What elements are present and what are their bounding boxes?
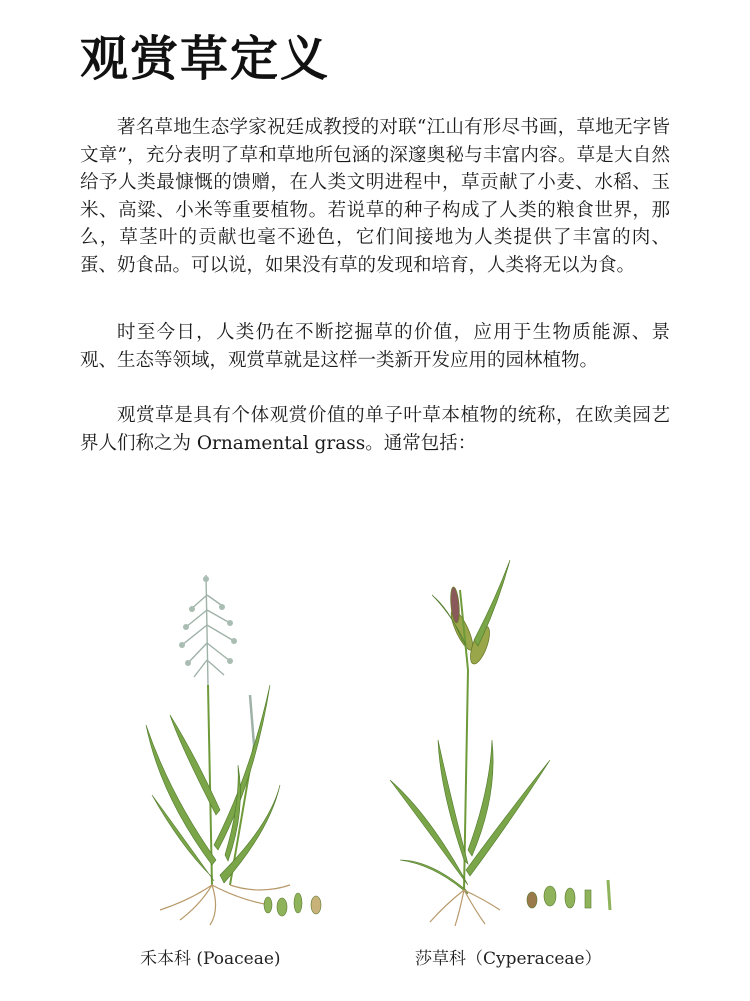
paragraph-intro: 著名草地生态学家祝廷成教授的对联“江山有形尽书画，草地无字皆文章”，充分表明了草和草地所包涵的深邃奥秘与丰富内容。草是大自然给予人类最慷慨的馈赠，在人类文明进程中，草贡献了小麦、水稻、玉米、高粱、小米等重要植物。若说草的种子构成了人类的粮食世界，那么，草茎叶的贡献也毫不逊色，它们间接地为人类提供了丰富的肉、蛋、奶食品。可以说，如果没有草的发现和培育，人类将无以为食。 <box>80 117 670 276</box>
cyperaceae-sedge-illustration <box>380 560 640 930</box>
panicle <box>182 575 234 685</box>
page-title: 观赏草定义 <box>80 31 331 87</box>
poaceae-caption: 禾本科 (Poaceae) <box>140 949 281 969</box>
paragraph-value: 时至今日，人类仍在不断挖掘草的价值，应用于生物质能源、景观、生态等领域，观赏草就是这样一类新开发应用的园林植物。 <box>80 322 670 371</box>
cyperaceae-caption: 莎草科（Cyperaceae） <box>415 949 602 969</box>
poaceae-grass-illustration <box>120 565 330 930</box>
paragraph-definition: 观赏草是具有个体观赏价值的单子叶草本植物的统称，在欧美园艺界人们称之为 Ornamental grass。通常包括： <box>80 405 670 454</box>
